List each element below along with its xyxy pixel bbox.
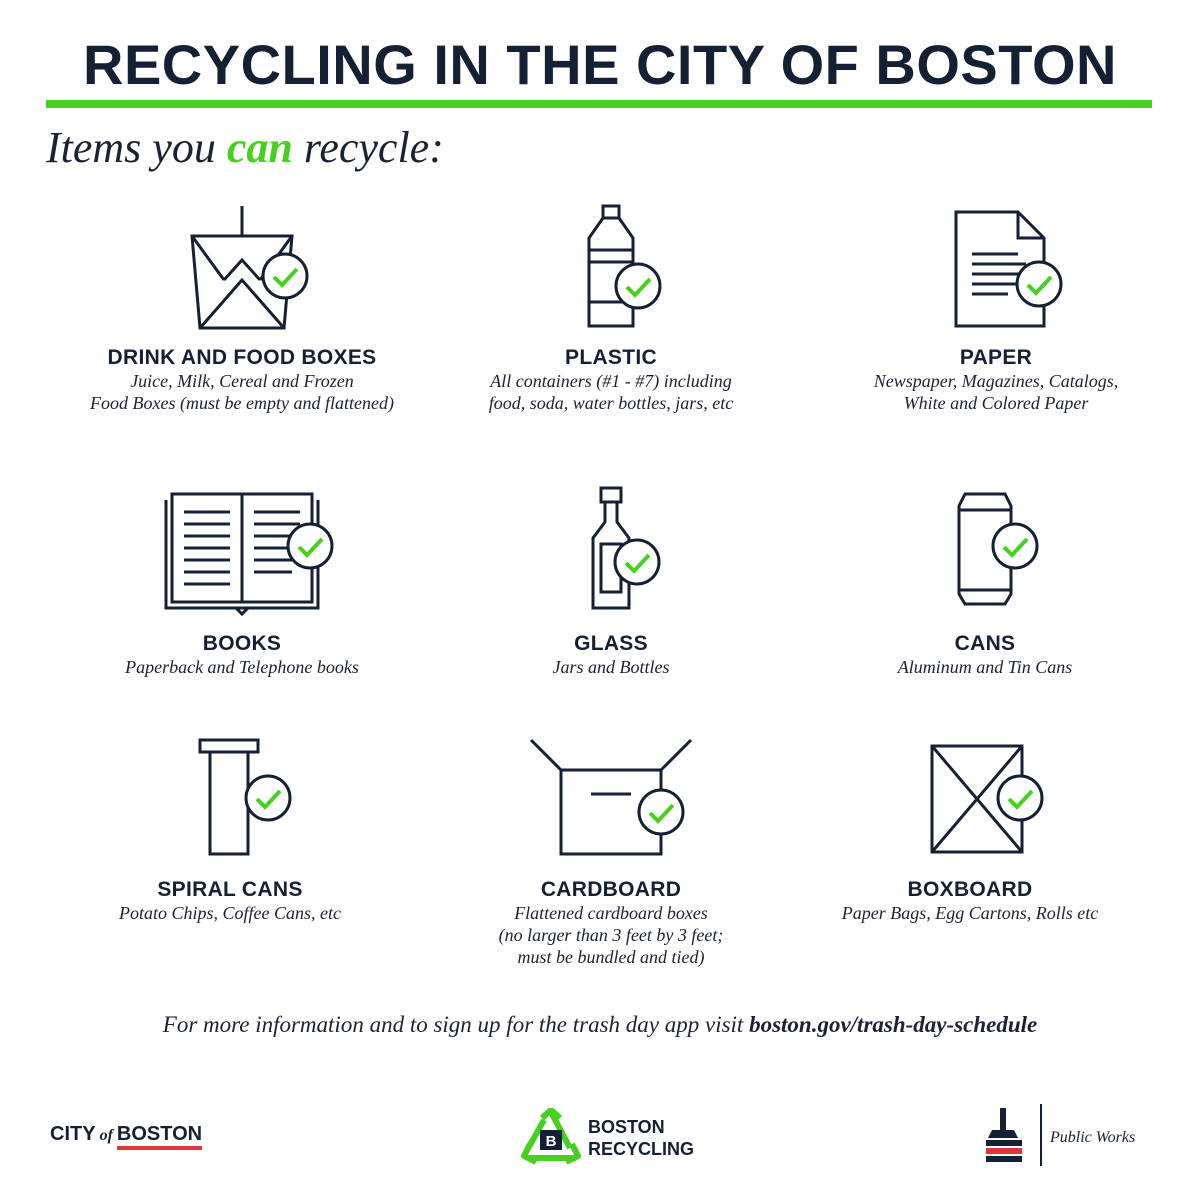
public-works-logo [980, 1104, 1160, 1170]
glass-bottle-icon [521, 486, 701, 626]
title-underline [46, 100, 1152, 108]
spiral-can-icon [140, 732, 320, 872]
item-description: Paperback and Telephone books [125, 657, 359, 677]
item-spiral-cans [30, 732, 430, 924]
item-cans [785, 486, 1185, 678]
item-name: CANS [954, 632, 1016, 655]
boston-recycling-logo [520, 1108, 720, 1168]
public-works-emblem-icon [980, 1104, 1028, 1166]
item-name: BOOKS [202, 632, 282, 655]
item-description: Juice, Milk, Cereal and Frozen Food Boxes (must be empty and flattened) [90, 371, 394, 413]
item-books [42, 486, 442, 678]
paper-document-icon [906, 200, 1086, 340]
item-description: Flattened cardboard boxes (no larger than 3 feet by 3 feet; must be bundled and tied) [498, 903, 724, 967]
city-of-boston-logo [50, 1120, 202, 1150]
subtitle [46, 120, 444, 176]
public-works-text: Public Works [1050, 1129, 1136, 1146]
item-plastic [411, 200, 811, 414]
footer-info [0, 1008, 1200, 1042]
item-name: PAPER [959, 346, 1033, 369]
plastic-bottle-icon [521, 200, 701, 340]
boxboard-icon [880, 732, 1060, 872]
subtitle-pre: Items you [46, 123, 216, 172]
item-description: Paper Bags, Egg Cartons, Rolls etc [841, 903, 1099, 923]
footer-url-link[interactable]: boston.gov/trash-day-schedule [749, 1012, 1038, 1037]
cardboard-box-icon [511, 732, 711, 872]
item-description: Potato Chips, Coffee Cans, etc [119, 903, 341, 923]
footer-note-text: For more information and to sign up for the trash day app visit [162, 1012, 744, 1037]
item-name: PLASTIC [565, 346, 657, 369]
logo-divider [1040, 1104, 1042, 1166]
subtitle-accent: can [226, 123, 293, 172]
recycling-logo-letter: B [545, 1133, 557, 1150]
open-book-icon [142, 486, 342, 626]
item-description: Newspaper, Magazines, Catalogs, White and Colored Paper [873, 371, 1119, 413]
item-boxboard [770, 732, 1170, 924]
subtitle-post: recycle: [303, 123, 444, 172]
item-name: GLASS [574, 632, 648, 655]
carton-icon [152, 200, 332, 340]
item-glass [411, 486, 811, 678]
recycling-logo-text [588, 1116, 694, 1160]
item-description: All containers (#1 - #7) including food, soda, water bottles, jars, etc [488, 371, 734, 413]
item-description: Jars and Bottles [552, 657, 670, 677]
logo-city-word: CITY [50, 1123, 96, 1145]
item-name: DRINK AND FOOD BOXES [107, 346, 377, 369]
item-drink-food-boxes [42, 200, 442, 414]
recycling-logo-line2: RECYCLING [588, 1139, 695, 1159]
item-name: SPIRAL CANS [157, 878, 303, 901]
logo-boston-word: BOSTON [117, 1123, 202, 1150]
recycling-logo-line1: BOSTON [588, 1117, 665, 1137]
recycling-symbol-icon [520, 1108, 582, 1168]
item-paper [796, 200, 1196, 414]
page-title: RECYCLING IN THE CITY OF BOSTON [83, 33, 1117, 96]
item-name: CARDBOARD [540, 878, 682, 901]
can-icon [895, 486, 1075, 626]
item-name: BOXBOARD [907, 878, 1033, 901]
logo-of-word: of [99, 1127, 113, 1144]
item-cardboard [411, 732, 811, 968]
item-description: Aluminum and Tin Cans [897, 657, 1073, 677]
